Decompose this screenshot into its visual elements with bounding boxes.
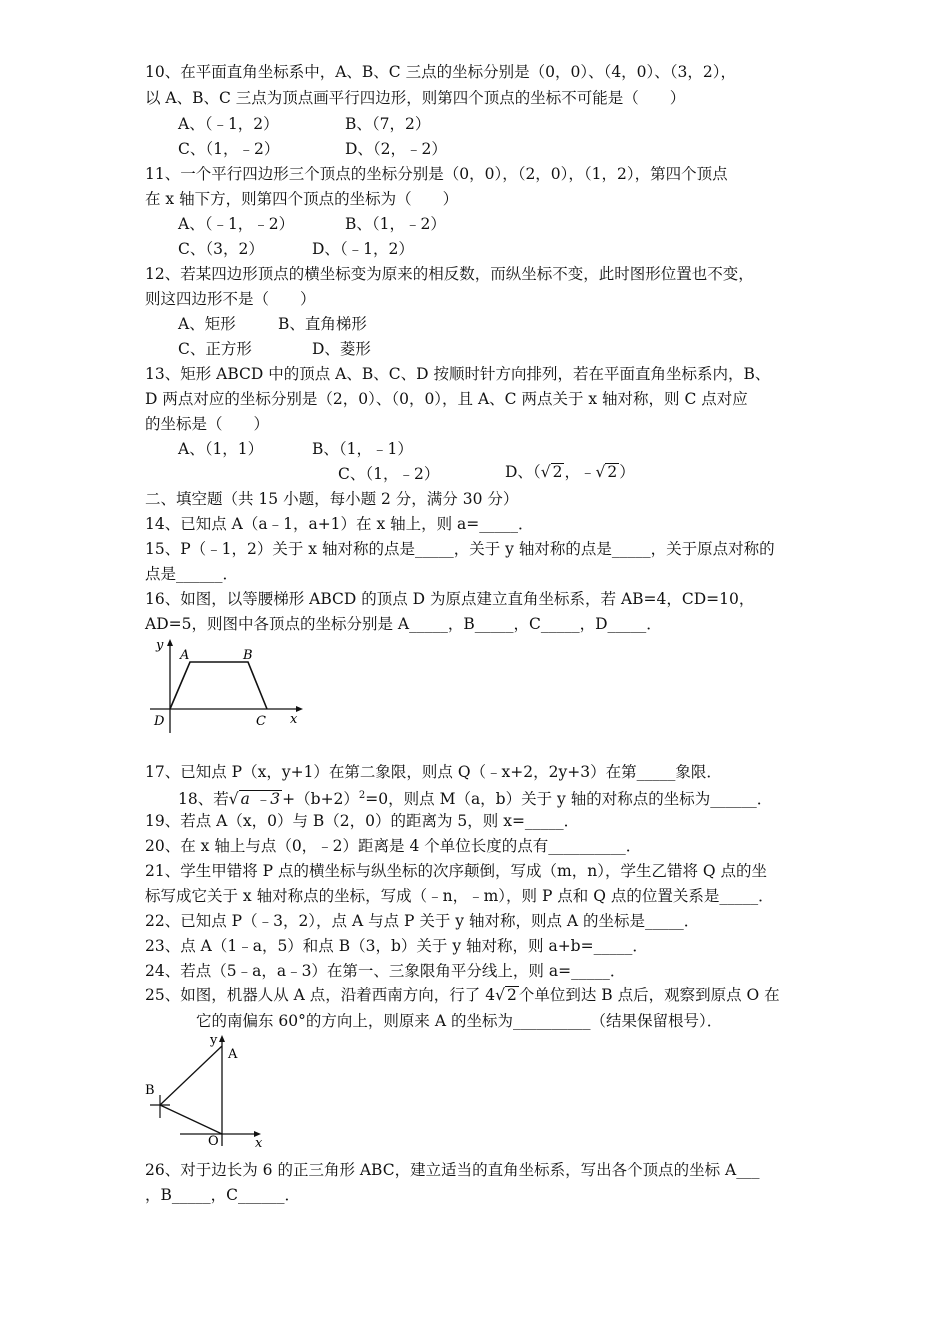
radicand: a ﹣3 — [240, 790, 281, 809]
q12-option-c: C、正方形 — [178, 340, 252, 358]
q10-option-d: D、（2，﹣2） — [345, 140, 447, 158]
q11-line1: 11、一个平行四边形三个顶点的坐标分别是（0，0），（2，0），（1，2），第四个顶点 — [145, 165, 728, 183]
q18: 18、若√ a ﹣3 $+(b+2)^2=0$，则点 M（a，b）关于 y 轴的对称点的坐标为______． — [178, 790, 773, 809]
path-b-to-o — [160, 1105, 222, 1134]
q12-line1: 12、若某四边形顶点的横坐标变为原来的相反数，而纵坐标不变，此时图形位置也不变， — [145, 265, 754, 283]
vertex-c-label: C — [256, 714, 266, 729]
q21-line2: 标写成它关于 x 轴对称点的坐标，写成（﹣n，﹣m），则 P 点和 Q 点的位置关系是_____． — [145, 887, 774, 905]
q26-line1: 26、对于边长为 6 的正三角形 ABC，建立适当的直角坐标系，写出各个顶点的坐标 A___ — [145, 1161, 760, 1179]
y-axis-arrow — [219, 1035, 225, 1042]
q10-option-a: A、（﹣1，2） — [178, 115, 279, 133]
q15-line2: 点是______． — [145, 565, 239, 583]
q11-option-a: A、（﹣1，﹣2） — [178, 215, 295, 233]
q10-line1: 10、在平面直角坐标系中，A、B、C 三点的坐标分别是（0，0）、（4，0）、（3，2）， — [145, 63, 737, 81]
q20: 20、在 x 轴上与点（0，﹣2）距离是 4 个单位长度的点有__________． — [145, 837, 642, 855]
x-axis-label: x — [290, 712, 298, 727]
q14: 14、已知点 A（a﹣1，a+1）在 x 轴上，则 a=_____． — [145, 515, 534, 533]
q10-option-b: B、（7，2） — [345, 115, 431, 133]
q11-option-c: C、（3，2） — [178, 240, 264, 258]
q13-line3: 的坐标是（ ） — [145, 415, 270, 433]
q19: 19、若点 A（x，0）与 B（2，0）的距离为 5，则 x=_____． — [145, 812, 580, 830]
point-b-label: B — [145, 1083, 155, 1098]
vertex-b-label: B — [243, 648, 253, 663]
q12-option-d: D、菱形 — [312, 340, 371, 358]
vertex-d-label: D — [154, 714, 165, 729]
q25-robot-figure — [140, 1032, 270, 1150]
q10-option-c: C、（1，﹣2） — [178, 140, 280, 158]
q25-line2: 它的南偏东 60°的方向上，则原来 A 的坐标为__________（结果保留根号）． — [196, 1012, 723, 1030]
q11-option-d: D、（﹣1，2） — [312, 240, 414, 258]
path-a-to-b — [160, 1046, 222, 1105]
q12-line2: 则这四边形不是（ ） — [145, 290, 316, 308]
q22: 22、已知点 P（﹣3，2），点 A 与点 P 关于 y 轴对称，则点 A 的坐标是_____． — [145, 912, 700, 930]
radicand: 2 — [552, 463, 563, 481]
q11-option-b: B、（1，﹣2） — [345, 215, 446, 233]
x-axis-label: x — [255, 1136, 263, 1150]
section-heading-fill-in: 二、填空题（共 15 小题，每小题 2 分，满分 30 分） — [145, 490, 519, 508]
q10-line2: 以 A、B、C 三点为顶点画平行四边形，则第四个顶点的坐标不可能是（ ） — [145, 89, 686, 107]
q12-option-b: B、直角梯形 — [278, 315, 367, 333]
y-axis-label: y — [210, 1033, 218, 1048]
q16-trapezoid-figure — [140, 635, 310, 740]
q15-line1: 15、P（﹣1，2）关于 x 轴对称的点是_____，关于 y 轴对称的点是_____，关于原点对称的 — [145, 540, 775, 558]
origin-o-label: O — [208, 1134, 219, 1149]
q16-line2: AD=5，则图中各顶点的坐标分别是 A_____，B_____，C_____，D_____． — [145, 615, 662, 633]
q12-option-a: A、矩形 — [178, 315, 236, 333]
q13-line2: D 两点对应的坐标分别是（2，0）、（0，0），且 A、C 两点关于 x 轴对称，则 C 点对应 — [145, 390, 748, 408]
q17: 17、已知点 P（x，y+1）在第二象限，则点 Q（﹣x+2，2y+3）在第_____象限． — [145, 763, 722, 781]
q21-line1: 21、学生甲错将 P 点的横坐标与纵坐标的次序颠倒，写成（m，n），学生乙错将 Q 点的坐 — [145, 862, 768, 880]
q26-line2: ，B_____，C______． — [145, 1186, 301, 1204]
radicand: 2 — [506, 986, 517, 1004]
trapezoid-shape — [170, 662, 267, 709]
q13-option-b: B、（1，﹣1） — [312, 440, 413, 458]
q13-option-d: D、（√ 2 ，﹣√ 2 ） — [505, 463, 635, 481]
q11-line2: 在 x 轴下方，则第四个顶点的坐标为（ ） — [145, 190, 459, 208]
point-a-label: A — [228, 1047, 238, 1062]
vertex-a-label: A — [180, 648, 190, 663]
q13-line1: 13、矩形 ABCD 中的顶点 A、B、C、D 按顺时针方向排列，若在平面直角坐标系内，B、 — [145, 365, 771, 383]
q13-option-c: C、（1，﹣2） — [338, 465, 440, 483]
q25-line1: 25、如图，机器人从 A 点，沿着西南方向，行了 4√ 2 个单位到达 B 点后，观察到原点 O 在 — [145, 986, 780, 1004]
y-axis-arrow — [167, 639, 173, 646]
q24: 24、若点（5﹣a，a﹣3）在第一、三象限角平分线上，则 a=_____． — [145, 962, 626, 980]
y-axis-label: y — [156, 638, 164, 653]
q13-option-a: A、（1，1） — [178, 440, 264, 458]
radicand: 2 — [607, 463, 618, 481]
q23: 23、点 A（1﹣a，5）和点 B（3，b）关于 y 轴对称，则 a+b=_____． — [145, 937, 648, 955]
q16-line1: 16、如图，以等腰梯形 ABCD 的顶点 D 为原点建立直角坐标系，若 AB=4，CD=10， — [145, 590, 755, 608]
